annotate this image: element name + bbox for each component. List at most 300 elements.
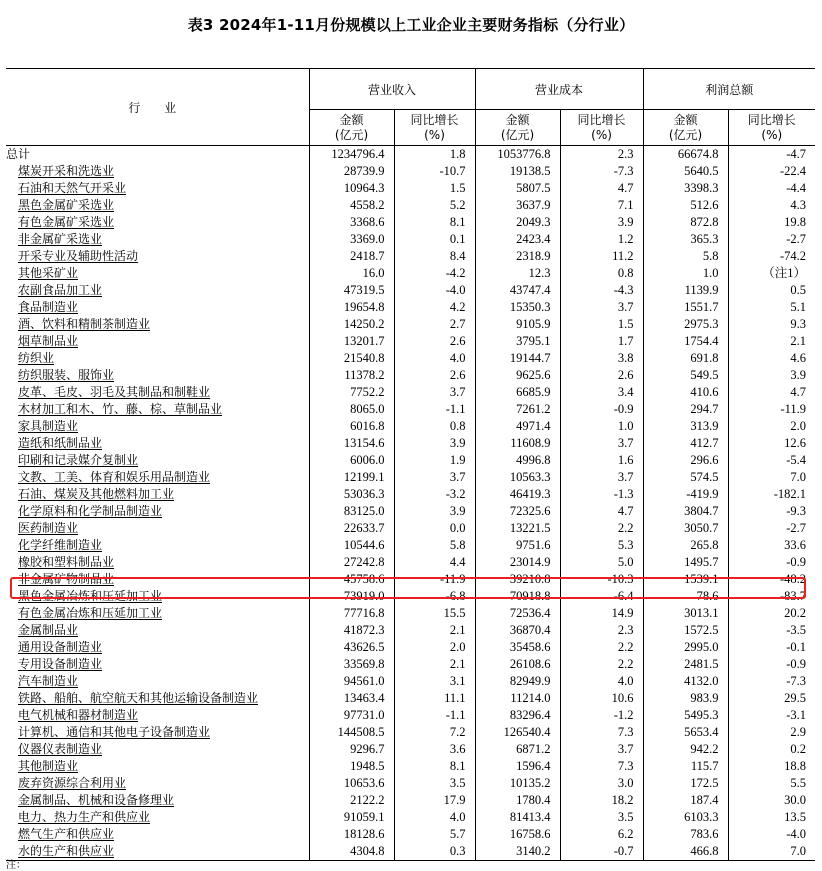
revenue-amount: 7752.2 [309, 384, 394, 401]
table-row [6, 775, 815, 792]
revenue-growth: 1.9 [394, 452, 475, 469]
cost-amount: 2423.4 [475, 231, 560, 248]
cost-growth: 1.5 [560, 316, 643, 333]
industry-name: 酒、饮料和精制茶制造业 [6, 316, 309, 333]
revenue-growth: 8.1 [394, 758, 475, 775]
industry-name: 水的生产和供应业 [6, 843, 309, 861]
profit-growth: 30.0 [728, 792, 815, 809]
cost-amount: 6871.2 [475, 741, 560, 758]
table-row [6, 826, 815, 843]
table-row [6, 537, 815, 554]
revenue-growth: 2.6 [394, 333, 475, 350]
revenue-amount: 47319.5 [309, 282, 394, 299]
table-row [6, 333, 815, 350]
cost-growth: 11.2 [560, 248, 643, 265]
table-row [6, 435, 815, 452]
cost-growth: -0.9 [560, 401, 643, 418]
cost-amount: 6685.9 [475, 384, 560, 401]
profit-growth: 7.0 [728, 843, 815, 861]
profit-amount: 3050.7 [643, 520, 728, 537]
industry-name: 纺织业 [6, 350, 309, 367]
profit-growth: 19.8 [728, 214, 815, 231]
cost-growth: 3.7 [560, 469, 643, 486]
revenue-growth: -4.2 [394, 265, 475, 282]
header-profit-amount: 金额 (亿元) [643, 110, 728, 146]
cost-growth: 18.2 [560, 792, 643, 809]
cost-amount: 1053776.8 [475, 146, 560, 164]
industry-name: 黑色金属矿采选业 [6, 197, 309, 214]
revenue-amount: 4558.2 [309, 197, 394, 214]
table-row [6, 197, 815, 214]
industry-name: 文教、工美、体育和娱乐用品制造业 [6, 469, 309, 486]
cost-amount: 72325.6 [475, 503, 560, 520]
profit-growth: 3.9 [728, 367, 815, 384]
cost-growth: -4.3 [560, 282, 643, 299]
revenue-amount: 22633.7 [309, 520, 394, 537]
cost-growth: 7.3 [560, 758, 643, 775]
table-row [6, 469, 815, 486]
header-cost-growth: 同比增长 (%) [560, 110, 643, 146]
revenue-growth: 5.2 [394, 197, 475, 214]
revenue-growth: 0.0 [394, 520, 475, 537]
table-row [6, 350, 815, 367]
profit-amount: 115.7 [643, 758, 728, 775]
table-row [6, 367, 815, 384]
revenue-growth: -11.9 [394, 571, 475, 588]
revenue-growth: -4.0 [394, 282, 475, 299]
profit-growth: -48.2 [728, 571, 815, 588]
industry-name: 石油、煤炭及其他燃料加工业 [6, 486, 309, 503]
table-row [6, 741, 815, 758]
industry-name: 煤炭开采和洗选业 [6, 163, 309, 180]
revenue-amount: 97731.0 [309, 707, 394, 724]
revenue-growth: 2.6 [394, 367, 475, 384]
revenue-amount: 4304.8 [309, 843, 394, 861]
cost-amount: 7261.2 [475, 401, 560, 418]
revenue-growth: 4.0 [394, 350, 475, 367]
cost-amount: 15350.3 [475, 299, 560, 316]
industry-name: 化学原料和化学制品制造业 [6, 503, 309, 520]
profit-growth: 4.6 [728, 350, 815, 367]
industry-name: 家具制造业 [6, 418, 309, 435]
profit-growth: -11.9 [728, 401, 815, 418]
header-revenue-amount: 金额 (亿元) [309, 110, 394, 146]
cost-amount: 70918.8 [475, 588, 560, 605]
industry-name: 非金属矿采选业 [6, 231, 309, 248]
profit-growth: -83.7 [728, 588, 815, 605]
profit-growth: 9.3 [728, 316, 815, 333]
industry-name: 非金属矿物制品业 [6, 571, 309, 588]
industry-name: 废弃资源综合利用业 [6, 775, 309, 792]
industry-name: 食品制造业 [6, 299, 309, 316]
revenue-amount: 43626.5 [309, 639, 394, 656]
cost-amount: 36870.4 [475, 622, 560, 639]
revenue-growth: 8.1 [394, 214, 475, 231]
profit-amount: 187.4 [643, 792, 728, 809]
industry-name: 燃气生产和供应业 [6, 826, 309, 843]
profit-growth: -5.4 [728, 452, 815, 469]
profit-amount: 512.6 [643, 197, 728, 214]
revenue-amount: 144508.5 [309, 724, 394, 741]
cost-growth: 1.2 [560, 231, 643, 248]
revenue-amount: 10544.6 [309, 537, 394, 554]
profit-growth: 5.1 [728, 299, 815, 316]
revenue-growth: 8.4 [394, 248, 475, 265]
cost-amount: 12.3 [475, 265, 560, 282]
header-revenue: 营业收入 [309, 69, 475, 110]
cost-amount: 1780.4 [475, 792, 560, 809]
cost-amount: 13221.5 [475, 520, 560, 537]
industry-name: 木材加工和木、竹、藤、棕、草制品业 [6, 401, 309, 418]
profit-amount: 942.2 [643, 741, 728, 758]
revenue-growth: 5.7 [394, 826, 475, 843]
industry-name: 有色金属矿采选业 [6, 214, 309, 231]
header-profit-growth: 同比增长 (%) [728, 110, 815, 146]
revenue-growth: 4.4 [394, 554, 475, 571]
industry-name: 总计 [6, 146, 309, 164]
revenue-growth: -6.8 [394, 588, 475, 605]
cost-growth: 3.7 [560, 741, 643, 758]
revenue-growth: 1.5 [394, 180, 475, 197]
cost-amount: 3140.2 [475, 843, 560, 861]
revenue-growth: 3.6 [394, 741, 475, 758]
cost-amount: 81413.4 [475, 809, 560, 826]
cost-growth: 4.0 [560, 673, 643, 690]
revenue-amount: 18128.6 [309, 826, 394, 843]
profit-amount: 2995.0 [643, 639, 728, 656]
cost-growth: 2.2 [560, 520, 643, 537]
cost-amount: 39210.8 [475, 571, 560, 588]
cost-amount: 5807.5 [475, 180, 560, 197]
profit-growth: 20.2 [728, 605, 815, 622]
industry-name: 橡胶和塑料制品业 [6, 554, 309, 571]
table-row [6, 248, 815, 265]
cost-amount: 4971.4 [475, 418, 560, 435]
revenue-amount: 94561.0 [309, 673, 394, 690]
revenue-amount: 53036.3 [309, 486, 394, 503]
revenue-growth: -10.7 [394, 163, 475, 180]
cost-amount: 16758.6 [475, 826, 560, 843]
profit-growth: 7.0 [728, 469, 815, 486]
table-row [6, 265, 815, 282]
revenue-amount: 10653.6 [309, 775, 394, 792]
profit-growth: 2.1 [728, 333, 815, 350]
industry-name: 石油和天然气开采业 [6, 180, 309, 197]
profit-amount: 2975.3 [643, 316, 728, 333]
profit-growth: -0.9 [728, 656, 815, 673]
cost-growth: 4.7 [560, 180, 643, 197]
table-row [6, 401, 815, 418]
industry-name: 化学纤维制造业 [6, 537, 309, 554]
profit-growth: 2.9 [728, 724, 815, 741]
revenue-growth: 0.1 [394, 231, 475, 248]
header-cost-amount: 金额 (亿元) [475, 110, 560, 146]
profit-amount: 1495.7 [643, 554, 728, 571]
revenue-growth: 2.0 [394, 639, 475, 656]
profit-amount: 5495.3 [643, 707, 728, 724]
cost-growth: 2.3 [560, 622, 643, 639]
table-row [6, 231, 815, 248]
revenue-amount: 14250.2 [309, 316, 394, 333]
table-row [6, 384, 815, 401]
profit-growth: 0.2 [728, 741, 815, 758]
profit-amount: 5640.5 [643, 163, 728, 180]
header-industry: 行 业 [6, 69, 309, 146]
profit-amount: 412.7 [643, 435, 728, 452]
revenue-amount: 10964.3 [309, 180, 394, 197]
profit-amount: -419.9 [643, 486, 728, 503]
table-row-total [6, 146, 815, 164]
table-row [6, 690, 815, 707]
revenue-amount: 11378.2 [309, 367, 394, 384]
revenue-growth: 5.8 [394, 537, 475, 554]
profit-growth: -3.5 [728, 622, 815, 639]
profit-amount: 410.6 [643, 384, 728, 401]
profit-amount: 296.6 [643, 452, 728, 469]
revenue-growth: 2.7 [394, 316, 475, 333]
revenue-amount: 2418.7 [309, 248, 394, 265]
profit-amount: 294.7 [643, 401, 728, 418]
profit-amount: 872.8 [643, 214, 728, 231]
industry-name: 金属制品业 [6, 622, 309, 639]
cost-growth: 7.3 [560, 724, 643, 741]
cost-growth: 4.7 [560, 503, 643, 520]
table-row [6, 656, 815, 673]
cost-amount: 1596.4 [475, 758, 560, 775]
cost-amount: 3637.9 [475, 197, 560, 214]
revenue-amount: 13154.6 [309, 435, 394, 452]
industry-name: 造纸和纸制品业 [6, 435, 309, 452]
profit-amount: 691.8 [643, 350, 728, 367]
industry-name: 纺织服装、服饰业 [6, 367, 309, 384]
industry-name: 电力、热力生产和供应业 [6, 809, 309, 826]
table-body [6, 146, 815, 861]
revenue-amount: 83125.0 [309, 503, 394, 520]
cost-amount: 46419.3 [475, 486, 560, 503]
table-row [6, 180, 815, 197]
table-row [6, 503, 815, 520]
profit-amount: 66674.8 [643, 146, 728, 164]
profit-growth: -7.3 [728, 673, 815, 690]
financial-indicators-table [6, 68, 815, 861]
revenue-amount: 1234796.4 [309, 146, 394, 164]
revenue-growth: -1.1 [394, 707, 475, 724]
industry-name: 印刷和记录媒介复制业 [6, 452, 309, 469]
revenue-amount: 8065.0 [309, 401, 394, 418]
revenue-amount: 6006.0 [309, 452, 394, 469]
profit-growth: -3.1 [728, 707, 815, 724]
header-cost: 营业成本 [475, 69, 643, 110]
cost-growth: 1.6 [560, 452, 643, 469]
cost-growth: 3.4 [560, 384, 643, 401]
revenue-growth: 3.7 [394, 469, 475, 486]
revenue-amount: 6016.8 [309, 418, 394, 435]
industry-name: 金属制品、机械和设备修理业 [6, 792, 309, 809]
profit-amount: 574.5 [643, 469, 728, 486]
revenue-growth: 11.1 [394, 690, 475, 707]
table-row [6, 843, 815, 861]
revenue-growth: 0.3 [394, 843, 475, 861]
cost-growth: -6.4 [560, 588, 643, 605]
revenue-growth: -1.1 [394, 401, 475, 418]
cost-growth: 5.0 [560, 554, 643, 571]
profit-amount: 5653.4 [643, 724, 728, 741]
table-row [6, 214, 815, 231]
industry-name: 铁路、船舶、航空航天和其他运输设备制造业 [6, 690, 309, 707]
table-row [6, 639, 815, 656]
profit-growth: -9.3 [728, 503, 815, 520]
revenue-growth: 1.8 [394, 146, 475, 164]
cost-growth: 10.6 [560, 690, 643, 707]
profit-growth: -4.4 [728, 180, 815, 197]
cost-growth: -10.3 [560, 571, 643, 588]
industry-name: 医药制造业 [6, 520, 309, 537]
cost-growth: -0.7 [560, 843, 643, 861]
profit-amount: 3013.1 [643, 605, 728, 622]
revenue-growth: 2.1 [394, 622, 475, 639]
table-row [6, 605, 815, 622]
industry-name: 通用设备制造业 [6, 639, 309, 656]
cost-amount: 9751.6 [475, 537, 560, 554]
cost-growth: 3.0 [560, 775, 643, 792]
cost-amount: 83296.4 [475, 707, 560, 724]
cost-growth: -1.3 [560, 486, 643, 503]
cost-growth: -7.3 [560, 163, 643, 180]
revenue-growth: -3.2 [394, 486, 475, 503]
revenue-amount: 28739.9 [309, 163, 394, 180]
table-row [6, 588, 815, 605]
profit-amount: 466.8 [643, 843, 728, 861]
revenue-amount: 45758.6 [309, 571, 394, 588]
header-revenue-growth: 同比增长 (%) [394, 110, 475, 146]
revenue-growth: 4.0 [394, 809, 475, 826]
cost-growth: 3.7 [560, 435, 643, 452]
table-row [6, 299, 815, 316]
revenue-amount: 9296.7 [309, 741, 394, 758]
cost-amount: 43747.4 [475, 282, 560, 299]
table-row [6, 452, 815, 469]
cost-amount: 9105.9 [475, 316, 560, 333]
cost-growth: 3.9 [560, 214, 643, 231]
profit-growth: 29.5 [728, 690, 815, 707]
cost-growth: 14.9 [560, 605, 643, 622]
revenue-growth: 0.8 [394, 418, 475, 435]
cost-growth: 2.3 [560, 146, 643, 164]
industry-name: 农副食品加工业 [6, 282, 309, 299]
profit-amount: 1.0 [643, 265, 728, 282]
profit-growth: 12.6 [728, 435, 815, 452]
revenue-growth: 17.9 [394, 792, 475, 809]
cost-growth: 1.7 [560, 333, 643, 350]
profit-amount: 4132.0 [643, 673, 728, 690]
profit-growth: 13.5 [728, 809, 815, 826]
profit-amount: 6103.3 [643, 809, 728, 826]
cost-growth: 3.8 [560, 350, 643, 367]
profit-growth: 33.6 [728, 537, 815, 554]
table-row [6, 673, 815, 690]
profit-growth: 5.5 [728, 775, 815, 792]
table-row [6, 520, 815, 537]
table-row [6, 571, 815, 588]
cost-amount: 126540.4 [475, 724, 560, 741]
profit-amount: 313.9 [643, 418, 728, 435]
profit-growth: -2.7 [728, 520, 815, 537]
revenue-growth: 3.7 [394, 384, 475, 401]
cost-amount: 19144.7 [475, 350, 560, 367]
profit-amount: 549.5 [643, 367, 728, 384]
profit-growth: -4.7 [728, 146, 815, 164]
table-row [6, 724, 815, 741]
revenue-amount: 33569.8 [309, 656, 394, 673]
revenue-amount: 3368.6 [309, 214, 394, 231]
industry-name: 有色金属冶炼和压延加工业 [6, 605, 309, 622]
cost-amount: 9625.6 [475, 367, 560, 384]
revenue-growth: 4.2 [394, 299, 475, 316]
cost-growth: 0.8 [560, 265, 643, 282]
revenue-growth: 3.9 [394, 503, 475, 520]
revenue-amount: 91059.1 [309, 809, 394, 826]
table-row [6, 418, 815, 435]
profit-amount: 1139.9 [643, 282, 728, 299]
industry-name: 黑色金属冶炼和压延加工业 [6, 588, 309, 605]
revenue-amount: 73919.0 [309, 588, 394, 605]
table-row [6, 758, 815, 775]
revenue-amount: 16.0 [309, 265, 394, 282]
cost-amount: 72536.4 [475, 605, 560, 622]
revenue-amount: 12199.1 [309, 469, 394, 486]
industry-name: 计算机、通信和其他电子设备制造业 [6, 724, 309, 741]
cost-growth: 2.2 [560, 639, 643, 656]
profit-growth: 18.8 [728, 758, 815, 775]
profit-growth: -22.4 [728, 163, 815, 180]
cost-growth: 3.5 [560, 809, 643, 826]
cost-amount: 19138.5 [475, 163, 560, 180]
profit-growth: （注1） [728, 265, 815, 282]
revenue-amount: 3369.0 [309, 231, 394, 248]
revenue-growth: 3.1 [394, 673, 475, 690]
table-row [6, 792, 815, 809]
cost-amount: 2318.9 [475, 248, 560, 265]
cost-amount: 26108.6 [475, 656, 560, 673]
cost-amount: 23014.9 [475, 554, 560, 571]
revenue-growth: 7.2 [394, 724, 475, 741]
cost-amount: 11608.9 [475, 435, 560, 452]
table-row [6, 163, 815, 180]
revenue-growth: 2.1 [394, 656, 475, 673]
profit-amount: 3804.7 [643, 503, 728, 520]
industry-name: 汽车制造业 [6, 673, 309, 690]
table-row [6, 486, 815, 503]
cost-growth: 2.2 [560, 656, 643, 673]
cost-amount: 10135.2 [475, 775, 560, 792]
profit-growth: 4.7 [728, 384, 815, 401]
cost-amount: 11214.0 [475, 690, 560, 707]
profit-growth: -0.1 [728, 639, 815, 656]
revenue-amount: 2122.2 [309, 792, 394, 809]
cost-amount: 3795.1 [475, 333, 560, 350]
industry-name: 其他制造业 [6, 758, 309, 775]
revenue-amount: 21540.8 [309, 350, 394, 367]
profit-amount: 5.8 [643, 248, 728, 265]
revenue-amount: 19654.8 [309, 299, 394, 316]
profit-amount: 78.6 [643, 588, 728, 605]
cost-growth: 5.3 [560, 537, 643, 554]
industry-name: 电气机械和器材制造业 [6, 707, 309, 724]
profit-amount: 1539.1 [643, 571, 728, 588]
revenue-amount: 13201.7 [309, 333, 394, 350]
profit-amount: 1572.5 [643, 622, 728, 639]
cost-growth: 1.0 [560, 418, 643, 435]
